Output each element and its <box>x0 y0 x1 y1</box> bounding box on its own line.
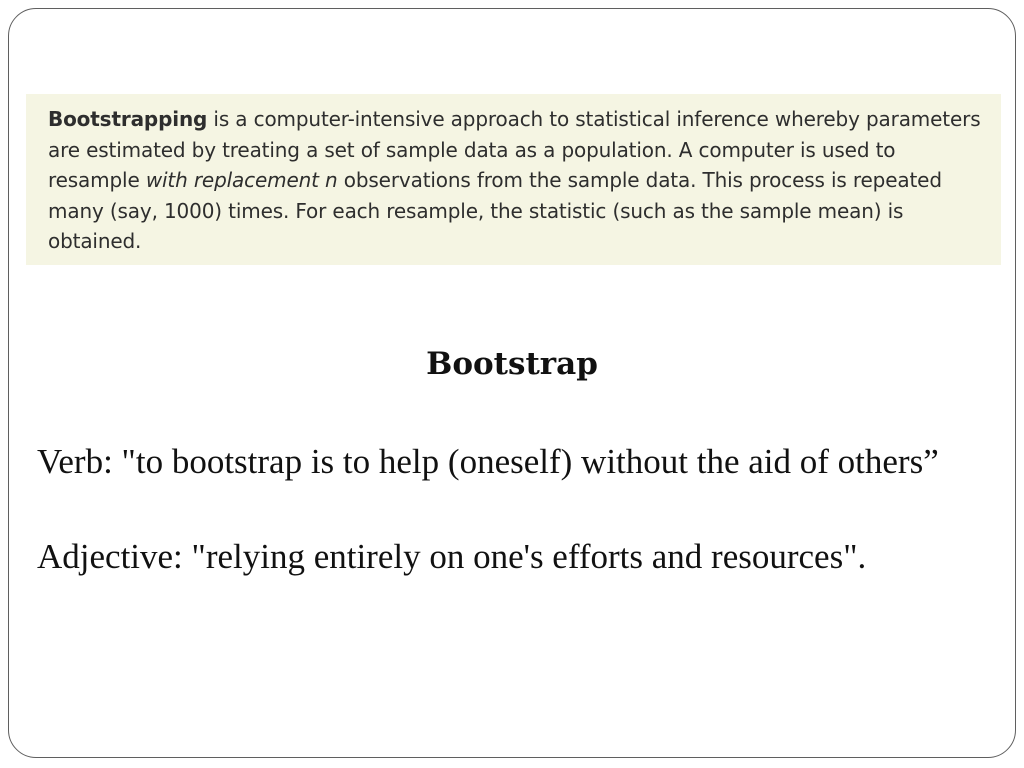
definition-emphasis: with replacement n <box>145 168 338 192</box>
definition-paragraph <box>48 104 981 257</box>
slide-title: Bootstrap <box>426 346 598 382</box>
definition-text-part1: is a computer-intensive approach to statistical inference whereby parameters are estimated by treating a set of sample data as a population. A computer is used to resample <box>48 107 981 192</box>
adjective-definition: Adjective: "relying entirely on one's efforts and resources". <box>37 537 867 576</box>
definition-term: Bootstrapping <box>48 107 208 131</box>
definition-text-part2: observations from the sample data. This process is repeated many (say, 1000) times. For each resample, the statistic (such as the sample mean) is obtained. <box>48 168 942 253</box>
definition-box <box>26 94 1001 265</box>
verb-definition: Verb: "to bootstrap is to help (oneself) without the aid of others” <box>37 442 939 481</box>
